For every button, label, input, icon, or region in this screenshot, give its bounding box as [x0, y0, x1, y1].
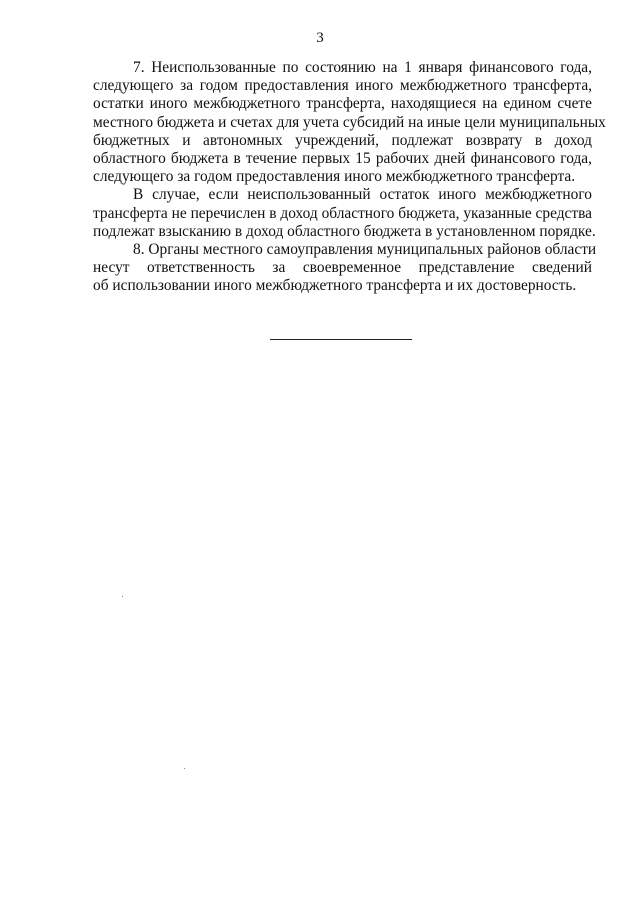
text-line: 8. Органы местного самоуправления муниципальных районов области	[133, 241, 597, 259]
end-separator-line	[270, 339, 412, 340]
text-line: следующего за годом предоставления иного межбюджетного трансферта,	[93, 77, 592, 95]
text-line: об использовании иного межбюджетного трансферта и их достоверность.	[93, 277, 577, 295]
paragraph-7	[93, 59, 606, 186]
text-line: 7. Неиспользованные по состоянию на 1 января финансового года,	[133, 59, 592, 76]
text-line: местного бюджета и счетах для учета субсидий на иные цели муниципальных	[93, 113, 606, 131]
text-line: несут ответственность за своевременное представление сведений	[93, 259, 592, 277]
text-line: бюджетных и автономных учреждений, подлежат возврату в доход	[93, 131, 592, 149]
text-line: подлежат взысканию в доход областного бюджета в установленном порядке.	[93, 222, 596, 240]
scan-speck	[184, 768, 185, 769]
text-line: областного бюджета в течение первых 15 рабочих дней финансового года,	[93, 150, 592, 168]
document-body	[93, 59, 606, 296]
paragraph-8	[93, 241, 597, 296]
page-number: 3	[316, 30, 324, 46]
text-line: В случае, если неиспользованный остаток иного межбюджетного	[133, 186, 592, 204]
scan-speck	[122, 596, 123, 597]
paragraph-7-case	[93, 186, 596, 241]
text-line: остатки иного межбюджетного трансферта, находящиеся на едином счете	[93, 95, 592, 113]
text-line: трансферта не перечислен в доход областного бюджета, указанные средства	[93, 204, 592, 222]
text-line: следующего за годом предоставления иного межбюджетного трансферта.	[93, 168, 576, 186]
